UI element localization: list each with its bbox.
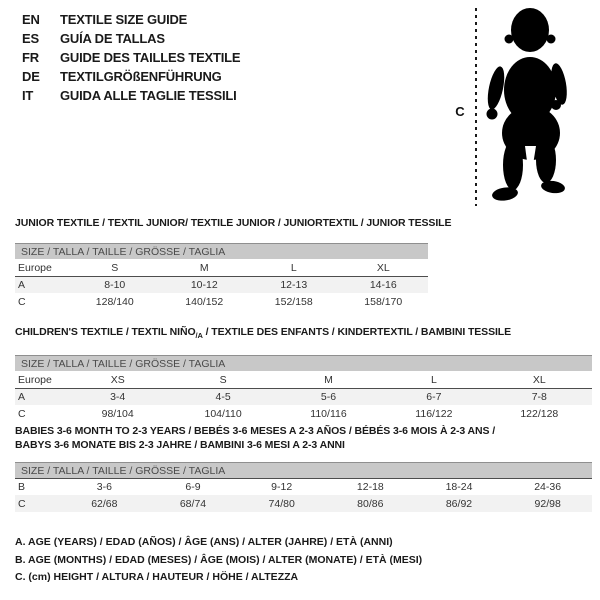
size-header-bar: SIZE / TALLA / TAILLE / GRÖSSE / TAGLIA bbox=[15, 243, 428, 259]
childrens-textile-table bbox=[15, 325, 592, 422]
size-cell: 104/110 bbox=[204, 407, 242, 420]
table-title bbox=[15, 216, 452, 230]
size-cell: 24-36 bbox=[534, 481, 562, 493]
language-title: TEXTILGRÖßENFÜHRUNG bbox=[60, 69, 222, 84]
size-cell: 9-12 bbox=[271, 481, 293, 493]
language-code: ES bbox=[22, 31, 39, 46]
size-cell: 12-18 bbox=[356, 481, 384, 493]
language-code: EN bbox=[22, 12, 40, 27]
title-text: CHILDREN'S TEXTILE / TEXTIL NIÑO bbox=[15, 326, 196, 338]
size-cell: 6-7 bbox=[426, 391, 442, 404]
size-cell: 86/92 bbox=[445, 497, 473, 510]
size-cell: 158/170 bbox=[364, 295, 403, 308]
measurement-legend bbox=[15, 534, 422, 587]
size-cell: 128/140 bbox=[95, 295, 134, 308]
row-label: A bbox=[18, 391, 26, 404]
size-cell: M bbox=[324, 373, 333, 386]
table-title-line bbox=[15, 325, 592, 343]
size-cell: 140/152 bbox=[185, 295, 224, 308]
size-cell: 80/86 bbox=[357, 497, 384, 510]
size-cell: 152/158 bbox=[274, 295, 313, 308]
language-title: TEXTILE SIZE GUIDE bbox=[60, 12, 188, 27]
table-row bbox=[15, 259, 428, 276]
table-row bbox=[15, 293, 428, 310]
table-row bbox=[15, 276, 428, 293]
table-title bbox=[15, 325, 592, 343]
size-header-bar: SIZE / TALLA / TAILLE / GRÖSSE / TAGLIA bbox=[15, 462, 592, 478]
size-cell: 5-6 bbox=[320, 391, 337, 404]
language-line bbox=[22, 86, 240, 105]
size-cell: XS bbox=[110, 373, 125, 386]
size-cell: 116/122 bbox=[415, 407, 453, 420]
size-cell: XL bbox=[376, 261, 390, 274]
language-line bbox=[22, 67, 240, 86]
language-title: GUIDE DES TAILLES TEXTILE bbox=[60, 50, 241, 65]
title-subscript: /A bbox=[195, 331, 203, 341]
table-rows bbox=[15, 371, 592, 422]
title-text: / TEXTILE DES ENFANTS / KINDERTEXTIL / BAMBINI TESSILE bbox=[202, 326, 512, 338]
table-row bbox=[15, 495, 592, 512]
language-line bbox=[22, 29, 240, 48]
legend-line: A. AGE (YEARS) / EDAD (AÑOS) / ÂGE (ANS) / ALTER (JAHRE) / ETÀ (ANNI) bbox=[15, 536, 393, 548]
row-label: B bbox=[18, 481, 26, 493]
size-cell: S bbox=[219, 373, 227, 386]
table-row bbox=[15, 388, 592, 405]
size-cell: L bbox=[430, 373, 437, 386]
size-cell: 18-24 bbox=[445, 481, 473, 493]
size-cell: 110/116 bbox=[310, 407, 347, 420]
size-cell: L bbox=[290, 261, 297, 274]
language-title: GUIDA ALLE TAGLIE TESSILI bbox=[60, 88, 237, 103]
row-label: A bbox=[18, 279, 26, 291]
table-title-line: BABIES 3-6 MONTH TO 2-3 YEARS / BEBÉS 3-6 MESES A 2-3 AÑOS / BÉBÉS 3-6 MOIS À 2-3 ANS / bbox=[15, 425, 496, 437]
language-line bbox=[22, 10, 240, 29]
size-cell: 98/104 bbox=[101, 407, 134, 420]
size-cell: 10-12 bbox=[190, 279, 218, 291]
size-cell: 62/68 bbox=[91, 497, 118, 510]
size-cell: 14-16 bbox=[369, 279, 397, 291]
size-cell: 8-10 bbox=[104, 279, 126, 291]
table-title-line: BABYS 3-6 MONATE BIS 2-3 JAHRE / BAMBINI 3-6 MESI A 2-3 ANNI bbox=[15, 439, 345, 451]
size-cell: 4-5 bbox=[215, 391, 231, 404]
toddler-silhouette-image bbox=[483, 8, 575, 207]
size-cell: M bbox=[199, 261, 209, 274]
language-code: FR bbox=[22, 50, 39, 65]
row-label: C bbox=[18, 497, 26, 510]
babies-textile-table bbox=[15, 424, 592, 512]
size-cell: 122/128 bbox=[520, 407, 559, 420]
language-code: DE bbox=[22, 69, 40, 84]
table-rows bbox=[15, 478, 592, 512]
language-code: IT bbox=[22, 88, 34, 103]
size-cell: XL bbox=[532, 373, 546, 386]
language-title: GUÍA DE TALLAS bbox=[60, 31, 165, 46]
size-cell: 68/74 bbox=[179, 497, 207, 510]
table-rows bbox=[15, 259, 428, 310]
size-header-bar: SIZE / TALLA / TAILLE / GRÖSSE / TAGLIA bbox=[15, 355, 592, 371]
table-row bbox=[15, 371, 592, 388]
row-label: C bbox=[18, 295, 26, 308]
size-cell: 6-9 bbox=[185, 481, 201, 493]
language-line bbox=[22, 48, 240, 67]
size-cell: 3-4 bbox=[110, 391, 126, 404]
row-label: Europe bbox=[18, 373, 52, 386]
size-cell: S bbox=[111, 261, 119, 274]
size-cell: 12-13 bbox=[280, 279, 308, 291]
row-label: C bbox=[18, 407, 26, 420]
size-cell: 74/80 bbox=[268, 497, 295, 510]
junior-textile-table bbox=[15, 216, 452, 310]
language-list bbox=[22, 10, 240, 105]
size-cell: 3-6 bbox=[96, 481, 112, 493]
height-label-c: C bbox=[455, 104, 465, 119]
table-title bbox=[15, 424, 592, 452]
size-cell: 92/98 bbox=[534, 497, 561, 510]
legend-line: C. (cm) HEIGHT / ALTURA / HAUTEUR / HÖHE / ALTEZZA bbox=[15, 571, 299, 583]
height-measure-dashed-line bbox=[475, 8, 477, 206]
legend-line: B. AGE (MONTHS) / EDAD (MESES) / ÂGE (MOIS) / ALTER (MONATE) / ETÀ (MESI) bbox=[15, 553, 423, 566]
row-label: Europe bbox=[18, 261, 52, 274]
table-title-line: JUNIOR TEXTILE / TEXTIL JUNIOR/ TEXTILE JUNIOR / JUNIORTEXTIL / JUNIOR TESSILE bbox=[15, 217, 452, 229]
table-row bbox=[15, 405, 592, 422]
size-cell: 7-8 bbox=[531, 391, 547, 404]
table-row bbox=[15, 478, 592, 495]
